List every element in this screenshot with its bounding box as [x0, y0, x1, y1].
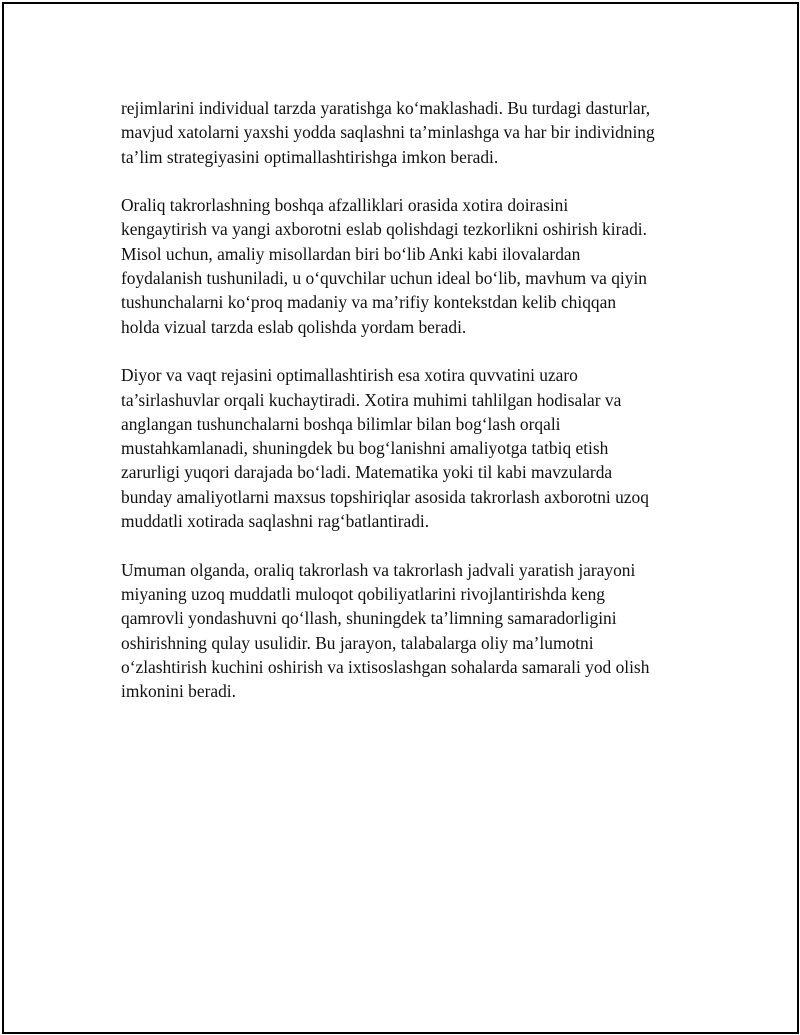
document-body — [121, 96, 701, 728]
paragraph-3: Diyor va vaqt rejasini optimallashtirish esa xotira quvvatini uzaro ta’sirlashuvlar orqali kuchaytiradi. Xotira muhimi tahlilgan hodisalar va anglangan tushunchalarni boshqa bilimlar bilan bog‘lash orqali mustahkamlanadi, shuningdek bu bog‘lanishni amaliyotga tatbiq etish zarurligi yuqori darajada bo‘ladi. Matematika yoki til kabi mavzularda bunday amaliyotlarni maxsus topshiriqlar asosida takrorlash axborotni uzoq muddatli xotirada saqlashni rag‘batlantiradi. — [121, 365, 649, 532]
paragraph-4: Umuman olganda, oraliq takrorlash va takrorlash jadvali yaratish jarayoni miyaning uzoq muddatli muloqot qobiliyatlarini rivojlantirishda keng qamrovli yondashuvni qo‘llash, shuningdek ta’limning samaradorligini oshirishning qulay usulidir. Bu jarayon, talabalarga oliy ma’lumotni o‘zlashtirish kuchini oshirish va ixtisoslashgan sohalarda samarali yod olish imkonini beradi. — [121, 559, 650, 702]
page-border — [2, 2, 799, 1034]
paragraph-2: Oraliq takrorlashning boshqa afzalliklari orasida xotira doirasini kengaytirish va yangi axborotni eslab qolishdagi tezkorlikni oshirish kiradi. Misol uchun, amaliy misollardan biri bo‘lib Anki kabi ilovalardan foydalanish tushuniladi, u o‘quvchilar uchun ideal bo‘lib, mavhum va qiyin tushunchalarni ko‘proq madaniy va ma’rifiy kontekstdan kelib chiqqan holda vizual tarzda eslab qolishda yordam beradi. — [121, 195, 647, 337]
paragraph-1: rejimlarini individual tarzda yaratishga ko‘maklashadi. Bu turdagi dasturlar, mavjud xatolarni yaxshi yodda saqlashni ta’minlashga va har bir individning ta’lim strategiyasini optimallashtirishga imkon beradi. — [121, 98, 655, 167]
